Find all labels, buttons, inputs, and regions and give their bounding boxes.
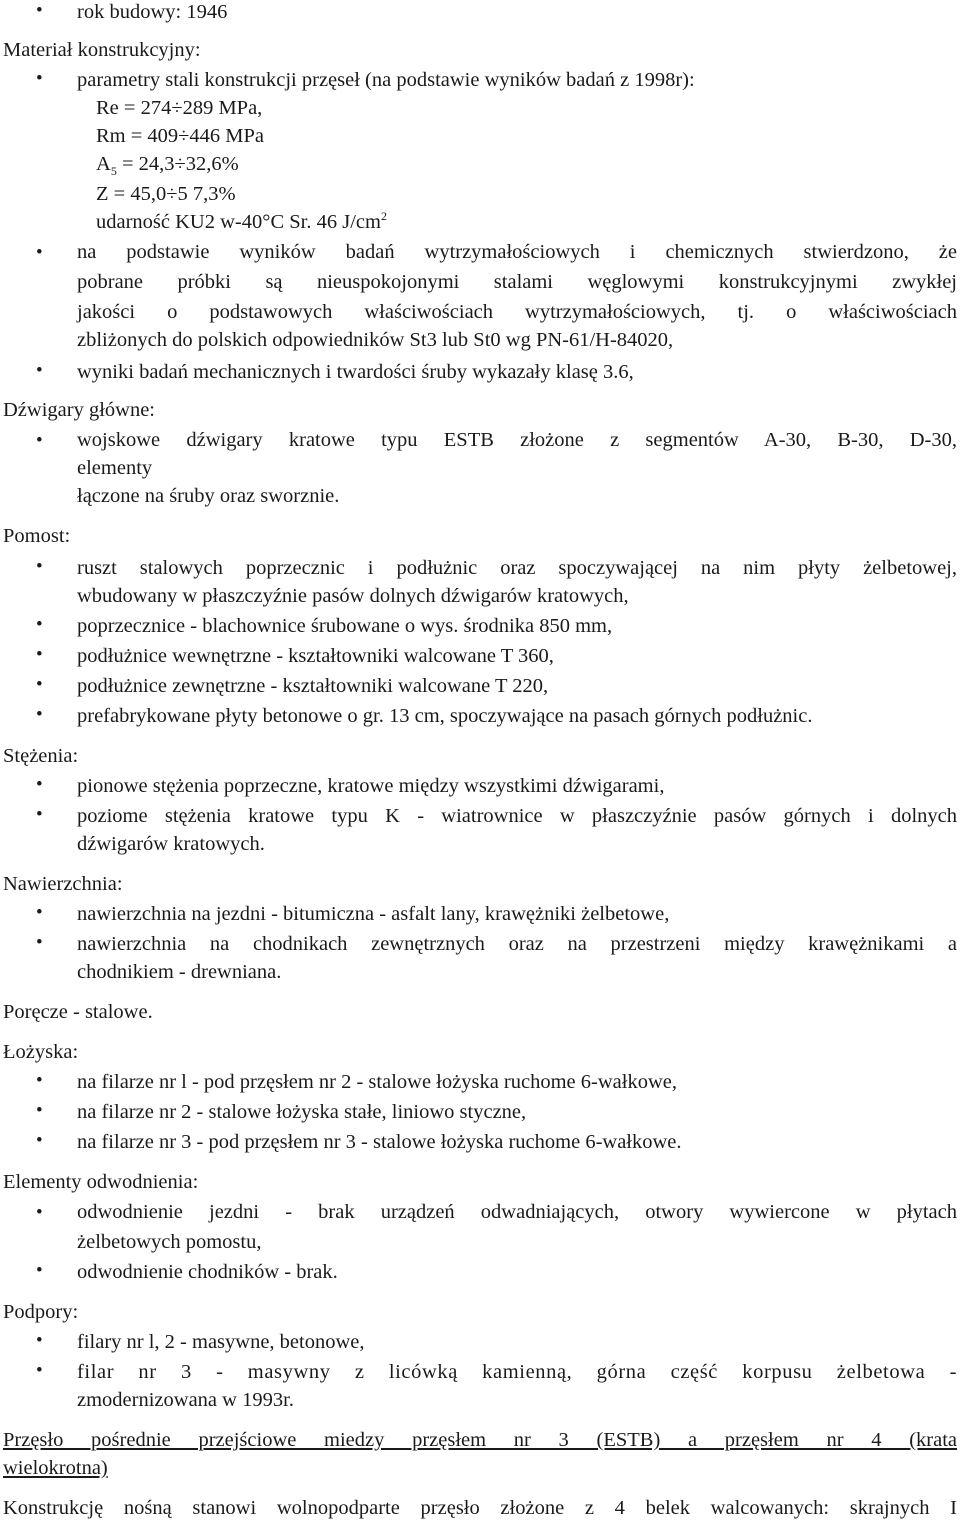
bullet: • [36,1070,43,1091]
tests-line-2: pobrane próbki są nieuspokojonymi stalami węglowymi konstrukcyjnymi zwykłej [77,271,957,293]
bullet: • [36,1330,43,1351]
bullet: • [36,804,43,825]
bullet: • [36,360,43,381]
girders-line-2: elementy [77,457,153,479]
bullet: • [36,68,43,89]
param-kv-value: udarność KU2 w-40°C Sr. 46 J/cm [96,211,381,233]
bullet: • [36,674,43,695]
year-built: rok budowy: 1946 [77,1,228,23]
tests-line-4: zbliżonych do polskich odpowiedników St3 lub St0 wg PN-61/H-84020, [77,329,674,351]
bullet: • [36,242,43,263]
param-a5-subscript: 5 [110,164,117,179]
section-heading-bracing: Stężenia: [3,745,79,767]
param-kv [96,208,960,236]
deck-inner-stringers: podłużnice wewnętrzne - kształtowniki walcowane T 360, [77,645,554,667]
surface-road: nawierzchnia na jezdni - bitumiczna - asfalt lany, krawężniki żelbetowe, [77,903,670,925]
surface-walk-line-2: chodnikiem - drewniana. [77,961,282,983]
bullet: • [36,614,43,635]
section-heading-bearings: Łożyska: [3,1041,79,1063]
girders-line-1: wojskowe dźwigary kratowe typu ESTB złożone z segmentów A-30, B-30, D-30, [77,429,957,451]
bullet: • [36,1260,43,1281]
railings-text: Poręcze - stalowe. [3,1001,153,1023]
supports-pier-3-line-2: zmodernizowana w 1993r. [77,1389,294,1411]
steel-params: parametry stali konstrukcji przęseł (na podstawie wyników badań z 1998r): [77,69,695,91]
param-z: Z = 45,0÷5 7,3% [96,183,236,205]
drainage-road-line-2: żelbetowych pomostu, [77,1231,262,1253]
section-heading-supports: Podpory: [3,1301,79,1323]
supports-piers-1-2: filary nr l, 2 - masywne, betonowe, [77,1331,365,1353]
bullet: • [36,1360,43,1381]
surface-walk-line-1: nawierzchnia na chodnikach zewnętrznych oraz na przestrzeni między krawężnikami a [77,933,957,955]
girders-line-3: łączone na śruby oraz sworznie. [77,485,340,507]
bullet: • [36,932,43,953]
param-re: Re = 274÷289 MPa, [96,97,263,119]
deck-crossbeams: poprzecznice - blachownice śrubowane o wys. środnika 850 mm, [77,615,613,637]
param-a5-symbol: A [96,153,111,175]
bearings-pier-2: na filarze nr 2 - stalowe łożyska stałe, liniowo styczne, [77,1101,527,1123]
span-text: Konstrukcję nośną stanowi wolnopodparte przęsło złożone z 4 belek walcowanych: skrajnych I [3,1497,957,1519]
bearings-pier-1: na filarze nr l - pod przęsłem nr 2 - stalowe łożyska ruchome 6-wałkowe, [77,1071,677,1093]
bracing-horizontal-line-1: poziome stężenia kratowe typu K - wiatrownice w płaszczyźnie pasów górnych i dolnych [77,805,957,827]
section-heading-material: Materiał konstrukcyjny: [3,39,201,61]
bullet: • [36,644,43,665]
bullet: • [36,774,43,795]
bullet: • [36,1202,43,1223]
bullet: • [36,0,43,21]
section-heading-deck: Pomost: [3,525,71,547]
drainage-road-line-1: odwodnienie jezdni - brak urządzeń odwadniających, otwory wywiercone w płytach [77,1201,957,1223]
bullet: • [36,430,43,451]
deck-slabs: prefabrykowane płyty betonowe o gr. 13 cm, spoczywające na pasach górnych podłużnic. [77,705,813,727]
bullet: • [36,902,43,923]
deck-outer-stringers: podłużnice zewnętrzne - kształtowniki walcowane T 220, [77,675,549,697]
span-heading-line-1: Przęsło pośrednie przejściowe miedzy przęsłem nr 3 (ESTB) a przęsłem nr 4 (krata [3,1429,957,1451]
bullet: • [36,1130,43,1151]
param-rm: Rm = 409÷446 MPa [96,125,265,147]
bracing-horizontal-line-2: dźwigarów kratowych. [77,833,265,855]
bearings-pier-3: na filarze nr 3 - pod przęsłem nr 3 - stalowe łożyska ruchome 6-wałkowe. [77,1131,682,1153]
tests-line-1: na podstawie wyników badań wytrzymałościowych i chemicznych stwierdzono, że [77,241,957,263]
span-heading-line-2: wielokrotna) [3,1457,108,1479]
param-kv-superscript: 2 [380,209,387,224]
deck-grid-line-2: wbudowany w płaszczyźnie pasów dolnych dźwigarów kratowych, [77,585,629,607]
deck-grid-line-1: ruszt stalowych poprzecznic i podłużnic oraz spoczywającej na nim płyty żelbetowej, [77,557,957,579]
bullet: • [36,556,43,577]
section-heading-girders: Dźwigary główne: [3,399,155,421]
param-a5 [96,150,960,178]
bolt-class: wyniki badań mechanicznych i twardości śruby wykazały klasę 3.6, [77,361,634,383]
supports-pier-3-line-1: filar nr 3 - masywny z licówką kamienną, górna część korpusu żelbetowa - [77,1361,957,1383]
section-heading-surface: Nawierzchnia: [3,873,123,895]
bracing-vertical: pionowe stężenia poprzeczne, kratowe między wszystkimi dźwigarami, [77,775,665,797]
tests-line-3: jakości o podstawowych właściwościach wytrzymałościowych, tj. o właściwościach [77,301,957,323]
bullet: • [36,704,43,725]
bullet: • [36,1100,43,1121]
section-heading-drainage: Elementy odwodnienia: [3,1171,199,1193]
param-a5-value: = 24,3÷32,6% [116,153,239,175]
drainage-walk: odwodnienie chodników - brak. [77,1261,338,1283]
